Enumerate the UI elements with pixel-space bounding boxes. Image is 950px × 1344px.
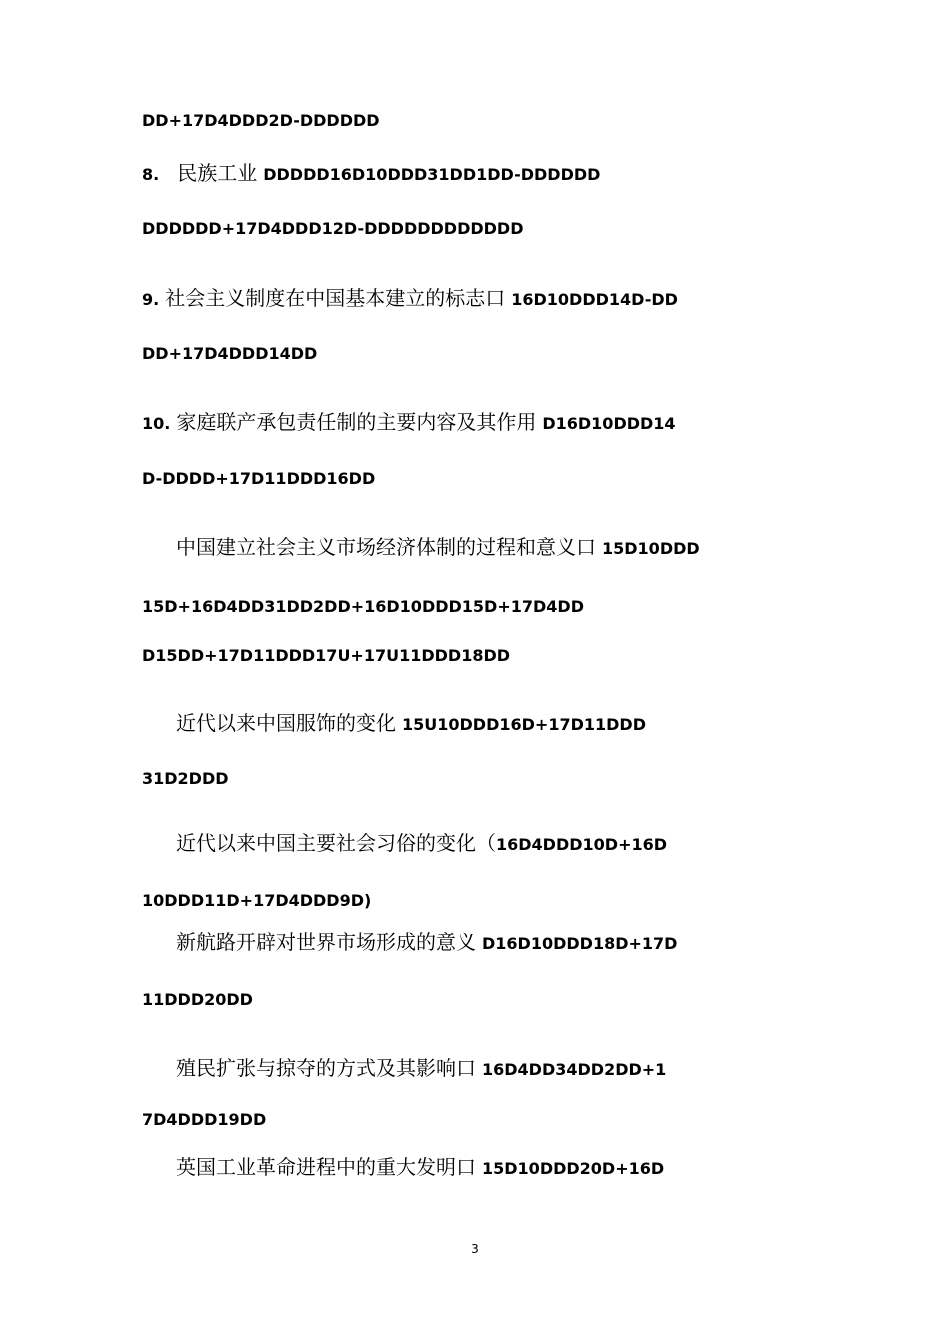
- paragraph-line: [176, 932, 677, 953]
- item-title: 社会主义制度在中国基本建立的标志口: [165, 286, 506, 310]
- text-line: [142, 1110, 266, 1129]
- line-code: D16D10DDD14: [542, 414, 676, 433]
- line-code: 7D4DDD19DD: [142, 1110, 267, 1129]
- line-code: DD+17D4DDD14DD: [142, 344, 318, 363]
- line-code: D15DD+17D11DDD17U+17U11DDD18DD: [142, 646, 511, 665]
- text-line: [142, 891, 371, 910]
- text-line: [142, 111, 380, 130]
- line-code: 11DDD20DD: [142, 990, 253, 1009]
- text-line: [142, 769, 229, 788]
- item-number: 10.: [142, 414, 171, 433]
- line-code: 31D2DDD: [142, 769, 229, 788]
- text-line: [142, 646, 510, 665]
- text-line: [142, 990, 253, 1009]
- item-number: 9.: [142, 290, 160, 309]
- line-code: D-DDDD+17D11DDD16DD: [142, 469, 376, 488]
- line-code: 15D+16D4DD31DD2DD+16D10DDD15D+17D4DD: [142, 597, 584, 616]
- line-code: DDDDDD+17D4DDD12D-DDDDDDDDDDDD: [142, 219, 524, 238]
- item-title: 民族工业: [177, 161, 258, 185]
- item-number: 8.: [142, 165, 160, 184]
- paragraph-title: 新航路开辟对世界市场形成的意义: [176, 930, 476, 954]
- line-code: 16D4DDD10D+16D: [496, 835, 668, 854]
- line-code: D16D10DDD18D+17D: [482, 934, 678, 953]
- list-item-8: [142, 163, 600, 184]
- item-title: 家庭联产承包责任制的主要内容及其作用: [176, 410, 537, 434]
- text-line: [142, 344, 317, 363]
- paragraph-line: [176, 1058, 666, 1079]
- line-code: 16D4DD34DD2DD+1: [482, 1060, 667, 1079]
- paragraph-title: 英国工业革命进程中的重大发明口: [176, 1155, 476, 1179]
- paragraph-line: [176, 1157, 664, 1178]
- page-number: 3: [471, 1242, 479, 1256]
- line-code: 15D10DDD20D+16D: [482, 1159, 665, 1178]
- text-line: [142, 219, 523, 238]
- paragraph-line: [176, 833, 667, 854]
- paragraph-line: [176, 537, 700, 558]
- line-code: 15D10DDD: [602, 539, 700, 558]
- paragraph-title: 近代以来中国服饰的变化: [176, 711, 396, 735]
- line-code: 15U10DDD16D+17D11DDD: [402, 715, 646, 734]
- paragraph-title: 近代以来中国主要社会习俗的变化（: [176, 831, 496, 855]
- text-line: [142, 469, 375, 488]
- line-code: DD+17D4DDD2D-DDDDDD: [142, 111, 380, 130]
- list-item-9: [142, 288, 678, 309]
- line-code: 16D10DDD14D-DD: [511, 290, 678, 309]
- paragraph-line: [176, 713, 646, 734]
- text-line: [142, 597, 584, 616]
- paragraph-title: 中国建立社会主义市场经济体制的过程和意义口: [176, 535, 596, 559]
- line-code: DDDDD16D10DDD31DD1DD-DDDDDD: [263, 165, 601, 184]
- list-item-10: [142, 412, 676, 433]
- line-code: 10DDD11D+17D4DDD9D): [142, 891, 372, 910]
- paragraph-title: 殖民扩张与掠夺的方式及其影响口: [176, 1056, 476, 1080]
